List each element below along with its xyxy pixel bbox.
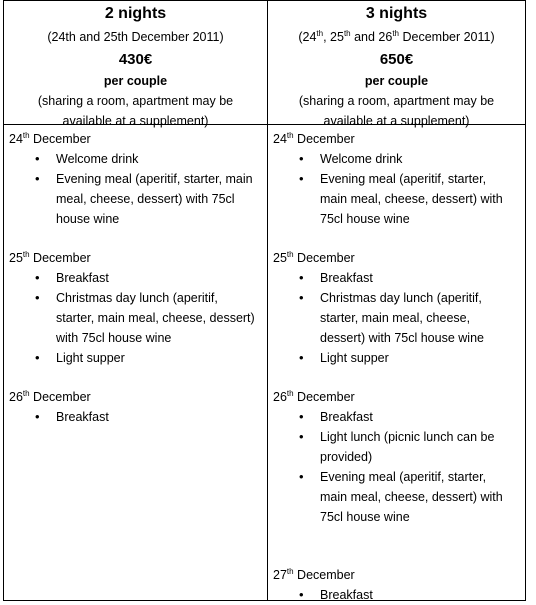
col2-note-line2: available at a supplement) (323, 114, 470, 128)
day-spacer (9, 368, 267, 387)
pricing-table (3, 0, 526, 601)
day-number: 24 (9, 132, 23, 146)
meal-item-line: starter, main meal, cheese, (320, 311, 471, 325)
meal-item (9, 348, 267, 368)
col1-schedule (4, 125, 268, 601)
day-suffix: th (22, 388, 30, 398)
day-heading (9, 129, 267, 149)
col2-dates-sup: th (316, 28, 324, 38)
day-heading (273, 387, 525, 407)
col2-schedule (268, 125, 526, 601)
col2-dates-sup: th (392, 28, 399, 38)
day-spacer (9, 229, 267, 248)
day-number: 26 (273, 390, 287, 404)
meal-item-line: • Welcome drink (56, 152, 139, 166)
day-heading (273, 129, 525, 149)
meal-item (273, 467, 525, 527)
day-number: 26 (9, 390, 23, 404)
col1-price: 430€ (118, 51, 153, 68)
day-month: December (293, 132, 355, 146)
col2-note-line1: (sharing a room, apartment may be (298, 94, 495, 108)
col2-header (268, 1, 526, 128)
col1-note-line2: available at a supplement) (62, 114, 209, 128)
day-spacer (273, 368, 525, 387)
col2-dates-sup: th (343, 28, 351, 38)
meal-item-line: meal, cheese, dessert) with 75cl (56, 192, 235, 206)
meal-list (9, 149, 267, 229)
meal-item-line: • Light lunch (picnic lunch can be (320, 430, 495, 444)
meal-list (273, 407, 525, 527)
meal-item (9, 288, 267, 348)
day-suffix: th (22, 249, 30, 259)
meal-item (273, 149, 525, 169)
day-suffix: th (286, 388, 294, 398)
col1-note-line1: (sharing a room, apartment may be (37, 94, 234, 108)
meal-item-line: main meal, cheese, dessert) with (320, 192, 503, 206)
col2-dates (268, 27, 525, 47)
meal-list (9, 268, 267, 368)
meal-item-line: • Breakfast (56, 410, 109, 424)
col2-dates-part: , 25 (323, 30, 344, 44)
meal-item-line: starter, main meal, cheese, dessert) (56, 311, 255, 325)
meal-item (273, 407, 525, 427)
col1-title: 2 nights (104, 5, 167, 22)
day-heading (9, 387, 267, 407)
meal-item-line: • Light supper (56, 351, 125, 365)
col1-header (4, 1, 268, 128)
meal-item-line: • Christmas day lunch (aperitif, (56, 291, 218, 305)
meal-item (273, 268, 525, 288)
meal-list (273, 268, 525, 368)
meal-item (273, 427, 525, 467)
day-month: December (29, 390, 91, 404)
col2-dates-part: December 2011) (399, 30, 495, 44)
meal-item-line: • Evening meal (aperitif, starter, (320, 172, 487, 186)
day-spacer (273, 527, 525, 565)
meal-item-line: 75cl house wine (320, 212, 410, 226)
meal-item (9, 268, 267, 288)
col2-price: 650€ (379, 51, 414, 68)
meal-list (273, 585, 525, 605)
day-spacer (273, 229, 525, 248)
day-heading (9, 248, 267, 268)
meal-item-line: • Evening meal (aperitif, starter, (320, 470, 487, 484)
col2-dates-part: and 26 (350, 30, 393, 44)
meal-item-line: provided) (320, 450, 373, 464)
day-heading (273, 565, 525, 585)
meal-item-line: dessert) with 75cl house wine (320, 331, 484, 345)
day-suffix: th (286, 566, 294, 576)
meal-list (273, 149, 525, 229)
meal-item-line: • Breakfast (56, 271, 109, 285)
meal-item-line: • Christmas day lunch (aperitif, (320, 291, 482, 305)
meal-item (273, 585, 525, 605)
meal-item (273, 169, 525, 229)
meal-item-line: • Light supper (320, 351, 389, 365)
day-suffix: th (286, 130, 294, 140)
meal-item-line: • Breakfast (320, 588, 373, 602)
meal-item-line: • Breakfast (320, 271, 373, 285)
meal-item (9, 169, 267, 229)
meal-item-line: main meal, cheese, dessert) with (320, 490, 503, 504)
day-suffix: th (286, 249, 294, 259)
day-heading (273, 248, 525, 268)
col2-dates-part: (24 (298, 30, 317, 44)
day-month: December (29, 251, 91, 265)
meal-item-line: with 75cl house wine (56, 331, 172, 345)
day-month: December (293, 251, 355, 265)
meal-item-line: 75cl house wine (320, 510, 410, 524)
meal-item-line: • Welcome drink (320, 152, 403, 166)
col1-dates: (24th and 25th December 2011) (47, 30, 224, 44)
meal-item-line: • Breakfast (320, 410, 373, 424)
meal-item-line: house wine (56, 212, 120, 226)
meal-item (273, 288, 525, 348)
col2-per-couple: per couple (364, 74, 429, 88)
meal-item (9, 149, 267, 169)
col1-per-couple: per couple (103, 74, 168, 88)
day-suffix: th (22, 130, 30, 140)
day-month: December (293, 568, 355, 582)
day-number: 25 (273, 251, 287, 265)
meal-item (273, 348, 525, 368)
day-number: 24 (273, 132, 287, 146)
meal-item-line: • Evening meal (aperitif, starter, main (56, 172, 253, 186)
day-number: 25 (9, 251, 23, 265)
meal-list (9, 407, 267, 427)
day-month: December (293, 390, 355, 404)
col2-title: 3 nights (365, 5, 428, 22)
meal-item (9, 407, 267, 427)
day-month: December (29, 132, 91, 146)
day-number: 27 (273, 568, 287, 582)
